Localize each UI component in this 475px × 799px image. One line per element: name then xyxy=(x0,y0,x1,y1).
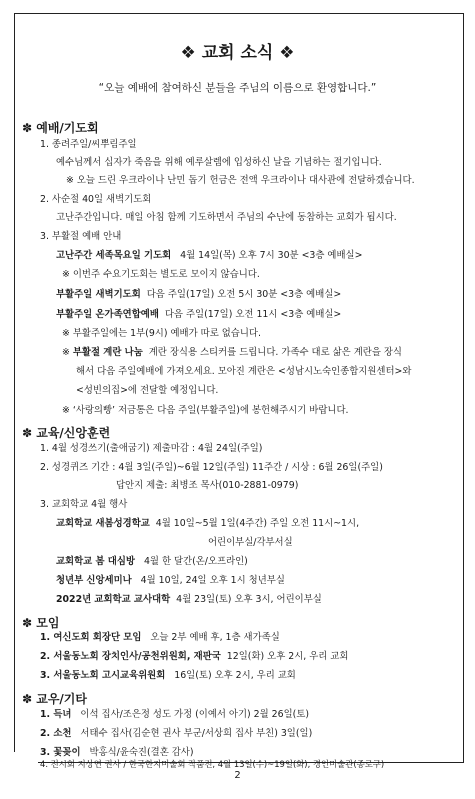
fellowship-detail: 박홍식/윤숙진(결혼 감사) xyxy=(89,747,194,758)
event-label: 청년부 신앙세미나 xyxy=(56,575,132,586)
fellowship-item xyxy=(40,710,309,719)
event-detail: 4월 10일~5월 1일(4주간) 주일 오전 11시~1시, xyxy=(155,518,360,529)
page-number: 2 xyxy=(234,770,241,781)
meeting-detail: 16일(토) 오후 2시, 우리 교회 xyxy=(174,670,296,681)
education-item-1: 1. 4월 성경쓰기(출애굽기) 제출마감 : 4월 24일(주일) xyxy=(40,443,263,454)
meeting-label: 2. 서울동노회 장치인사/공천위원회, 재판국 xyxy=(40,651,221,662)
event-detail: 4월 10일, 24일 오후 1시 청년부실 xyxy=(140,575,285,586)
worship-note: ※ 이번주 수요기도회는 별도로 모이지 않습니다. xyxy=(62,269,260,280)
meeting-item xyxy=(40,633,280,642)
fellowship-label: 1. 득녀 xyxy=(40,709,72,720)
schedule-detail: 4월 14일(목) 오후 7시 30분 <3층 예배실> xyxy=(180,250,363,261)
fellowship-label: 2. 소천 xyxy=(40,728,72,739)
worship-schedule-row xyxy=(56,290,341,299)
education-event-row xyxy=(56,595,322,604)
meeting-detail: 12일(화) 오후 2시, 우리 교회 xyxy=(226,651,349,662)
schedule-label: 부활주일 온가족연합예배 xyxy=(56,309,159,320)
event-detail: 4월 23일(토) 오후 3시, 어린이부실 xyxy=(176,594,322,605)
fellowship-detail: 이석 집사/조은정 성도 가정 (이예서 아기) 2월 26일(토) xyxy=(80,709,310,720)
worship-note: ※ 부활주일에는 1부(9시) 예배가 따로 없습니다. xyxy=(62,328,261,339)
fellowship-detail: 서태수 집사(김순현 권사 부군/서상희 집사 부친) 3일(일) xyxy=(80,728,313,739)
event-detail-line2: 어린이부실/각부서실 xyxy=(208,537,293,548)
worship-item-1-note: ※ 오늘 드린 우크라이나 난민 돕기 헌금은 전액 우크라이나 대사관에 전달하겠습니다. xyxy=(66,175,415,186)
education-event-row xyxy=(56,519,359,528)
fellowship-item xyxy=(40,729,312,738)
frame-gap xyxy=(14,752,38,766)
page-title: ❖ 교회 소식 ❖ xyxy=(180,43,295,63)
education-event-row xyxy=(56,576,285,585)
fellowship-item-exhibition: 4. 전시회 지상연 권사 / 한국한지미술회 작품전, 4월 13일(수)~19일(화), 경인미술관(종로구) xyxy=(40,759,385,769)
worship-item-2-title: 2. 사순절 40일 새벽기도회 xyxy=(40,194,152,205)
meeting-item xyxy=(40,671,296,680)
event-label: 교회학교 새봄성경학교 xyxy=(56,518,150,529)
section-heading-worship: ✽ 예배/기도회 xyxy=(22,121,99,135)
worship-item-1-title: 1. 종려주일/씨뿌림주일 xyxy=(40,139,137,150)
fellowship-item xyxy=(40,748,194,757)
worship-schedule-row xyxy=(56,251,362,260)
worship-item-1-desc: 예수님께서 십자가 죽음을 위해 예루살렘에 입성하신 날을 기념하는 절기입니다. xyxy=(56,157,382,168)
meeting-label: 1. 여신도회 회장단 모임 xyxy=(40,632,142,643)
meeting-item xyxy=(40,652,348,661)
section-heading-meetings: ✽ 모임 xyxy=(22,616,60,630)
schedule-detail: 다음 주일(17일) 오전 11시 <3층 예배실> xyxy=(164,309,342,320)
welcome-message: “오늘 예배에 참여하신 분들을 주님의 이름으로 환영합니다.” xyxy=(98,82,377,94)
event-detail: 4월 한 달간(온/오프라인) xyxy=(143,556,248,567)
easter-egg-note-line2: 해서 다음 주일예배에 가져오세요. 모아진 계란은 <성남시노숙인종합지원센터>와 xyxy=(76,366,412,377)
education-item-2: 2. 성경퀴즈 기간 : 4월 3일(주일)~6월 12일(주일) 11주간 / 시상 : 6월 26일(주일) xyxy=(40,462,383,473)
event-label: 2022년 교회학교 교사대학 xyxy=(56,594,171,605)
schedule-label: 고난주간 세족목요일 기도회 xyxy=(56,250,172,261)
education-item-3-title: 3. 교회학교 4월 행사 xyxy=(40,499,128,510)
easter-egg-note-line3: <성빈의집>에 전달할 예정입니다. xyxy=(76,385,219,396)
section-heading-education: ✽ 교육/신앙훈련 xyxy=(22,426,111,440)
section-heading-fellowship: ✽ 교우/기타 xyxy=(22,692,87,706)
schedule-label: 부활주일 새벽기도회 xyxy=(56,289,141,300)
meeting-detail: 오늘 2부 예배 후, 1층 새가족실 xyxy=(150,632,280,643)
meeting-label: 3. 서울동노회 고시교육위원회 xyxy=(40,670,166,681)
schedule-detail: 다음 주일(17일) 오전 5시 30분 <3층 예배실> xyxy=(146,289,342,300)
easter-egg-label: 부활절 계란 나눔 xyxy=(72,347,143,358)
worship-item-2-desc: 고난주간입니다. 매일 아침 함께 기도하면서 주님의 수난에 동참하는 교회가 됩시다. xyxy=(56,212,397,223)
fellowship-label: 3. 꽃꽂이 xyxy=(40,747,81,758)
easter-egg-note: ※ 부활절 계란 나눔 계란 장식용 스티커를 드립니다. 가족수 대로 삶은 계란을 장식 xyxy=(62,347,402,358)
education-event-row xyxy=(56,557,248,566)
worship-note: ※ ‘사랑의빵’ 저금통은 다음 주일(부활주일)에 봉헌해주시기 바랍니다. xyxy=(62,405,349,416)
education-item-2-contact: 답안지 제출: 최병조 목사(010-2881-0979) xyxy=(116,480,299,491)
event-label: 교회학교 봄 대심방 xyxy=(56,556,135,567)
worship-schedule-row xyxy=(56,310,341,319)
worship-item-3-title: 3. 부활절 예배 안내 xyxy=(40,231,122,242)
